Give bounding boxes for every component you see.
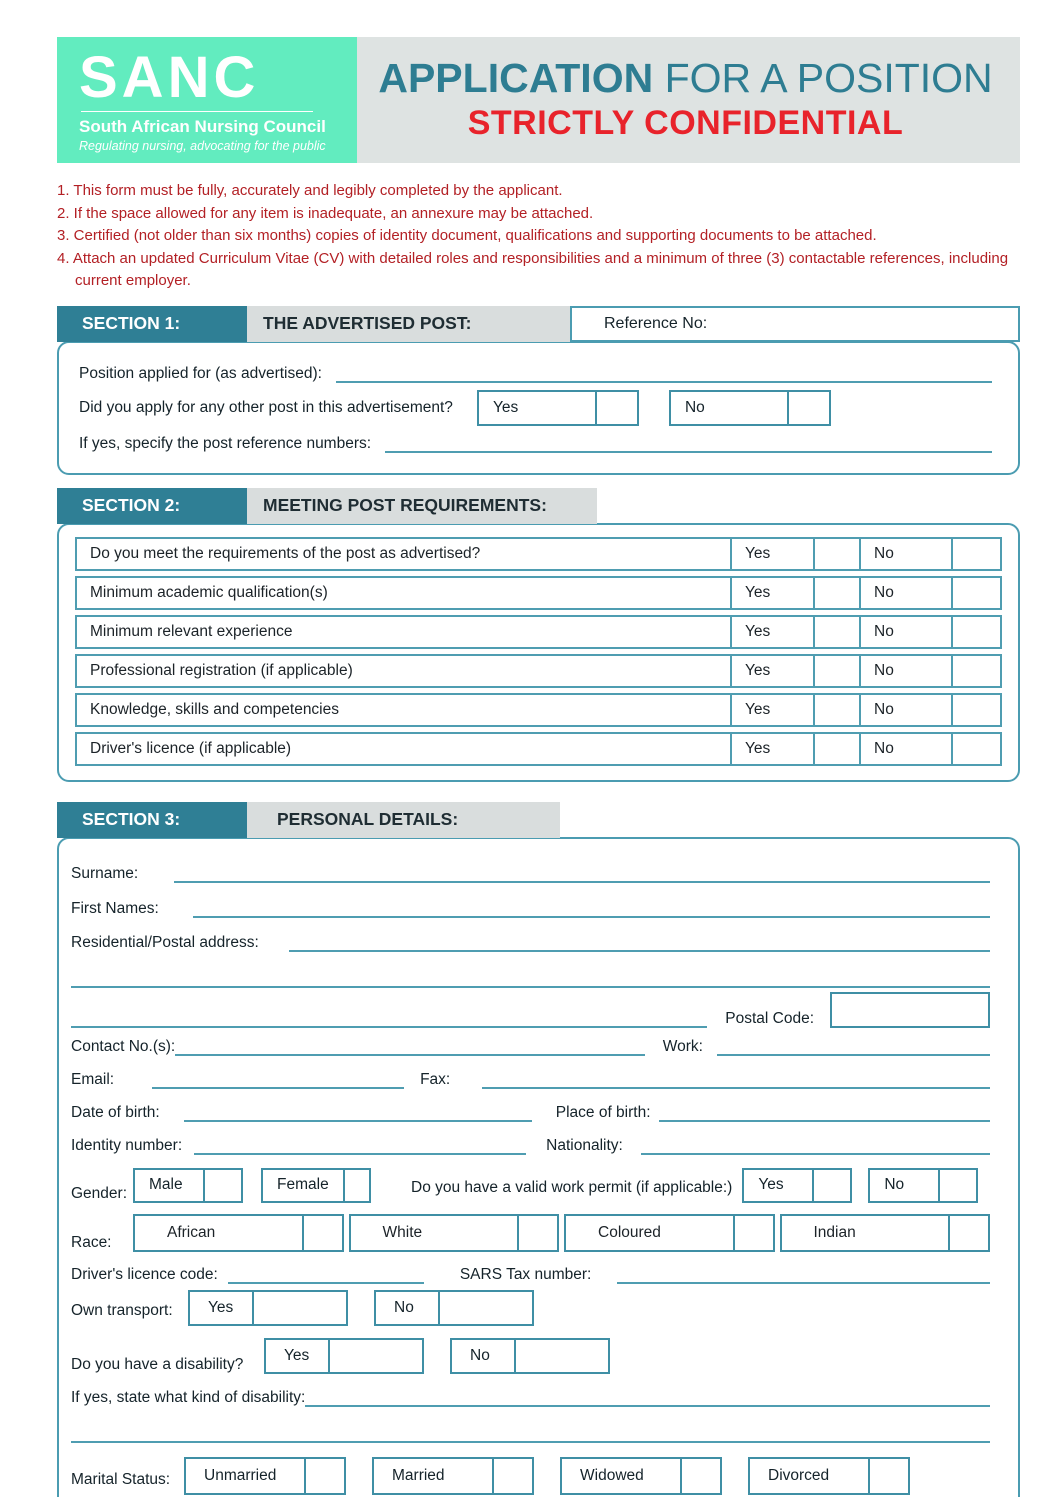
form-title-rest: FOR A POSITION bbox=[653, 54, 993, 101]
disability-detail-row-2 bbox=[71, 1423, 990, 1443]
work-permit-no-checkbox[interactable] bbox=[940, 1170, 976, 1201]
address-row-2 bbox=[71, 968, 990, 988]
other-post-yes-box[interactable] bbox=[477, 390, 639, 426]
requirement-no-checkbox[interactable] bbox=[951, 539, 1000, 569]
requirement-question: Do you meet the requirements of the post as advertised? bbox=[90, 544, 481, 562]
own-transport-no-label: No bbox=[376, 1292, 440, 1324]
position-applied-label: Position applied for (as advertised): bbox=[79, 364, 322, 382]
section-3 bbox=[57, 802, 1020, 1497]
section-3-title: PERSONAL DETAILS: bbox=[247, 802, 560, 838]
sanc-logo bbox=[57, 37, 357, 163]
requirement-row bbox=[75, 732, 1002, 766]
section-3-label: SECTION 3: bbox=[57, 802, 247, 838]
form-title-strong: APPLICATION bbox=[378, 54, 654, 101]
requirement-row bbox=[75, 654, 1002, 688]
pob-label: Place of birth: bbox=[555, 1103, 651, 1121]
contact-row bbox=[71, 1036, 990, 1056]
reference-no-label: Reference No: bbox=[604, 314, 708, 332]
surname-input[interactable] bbox=[174, 863, 990, 883]
disability-no-box[interactable] bbox=[450, 1338, 610, 1374]
requirement-no-label: No bbox=[859, 578, 951, 608]
form-title-block bbox=[357, 37, 1020, 163]
fax-input[interactable] bbox=[482, 1069, 990, 1089]
marital-label: Marital Status: bbox=[71, 1470, 171, 1488]
marital-unmarried-label: Unmarried bbox=[186, 1459, 306, 1493]
requirement-yes-checkbox[interactable] bbox=[813, 734, 859, 764]
reference-no-field[interactable] bbox=[570, 306, 1020, 342]
marital-divorced-label: Divorced bbox=[750, 1459, 870, 1493]
section-2-label: SECTION 2: bbox=[57, 488, 247, 524]
race-african-label: African bbox=[167, 1223, 216, 1241]
gender-label: Gender: bbox=[71, 1184, 128, 1202]
requirement-question: Minimum academic qualification(s) bbox=[90, 583, 328, 601]
postal-code-label: Postal Code: bbox=[725, 1009, 814, 1027]
disability-detail-input-2[interactable] bbox=[71, 1423, 990, 1443]
identity-row bbox=[71, 1135, 990, 1155]
instruction-3: 3. Certified (not older than six months) copies of identity document, qualifications and supporting documents to be attached. bbox=[57, 227, 877, 244]
work-permit-question: Do you have a valid work permit (if applicable:) bbox=[411, 1178, 733, 1196]
form-title bbox=[378, 54, 993, 101]
marital-widowed-label: Widowed bbox=[562, 1459, 682, 1493]
disability-detail-row bbox=[71, 1387, 990, 1407]
gender-male-box[interactable] bbox=[133, 1168, 243, 1203]
requirement-no-label: No bbox=[859, 539, 951, 569]
own-transport-yes-checkbox[interactable] bbox=[254, 1292, 346, 1324]
disability-yes-checkbox[interactable] bbox=[330, 1340, 422, 1372]
postal-code-input[interactable] bbox=[830, 992, 990, 1028]
licence-input[interactable] bbox=[228, 1264, 424, 1284]
if-yes-label: If yes, specify the post reference numbers: bbox=[79, 434, 372, 452]
gender-male-checkbox[interactable] bbox=[205, 1170, 241, 1201]
nationality-label: Nationality: bbox=[546, 1136, 623, 1154]
address-input[interactable] bbox=[289, 932, 990, 952]
marital-married-box[interactable] bbox=[372, 1457, 534, 1495]
dob-row bbox=[71, 1102, 990, 1122]
logo-divider bbox=[81, 111, 313, 112]
address-label: Residential/Postal address: bbox=[71, 933, 259, 951]
disability-no-checkbox[interactable] bbox=[516, 1340, 608, 1372]
sars-label: SARS Tax number: bbox=[459, 1265, 592, 1283]
nationality-input[interactable] bbox=[641, 1135, 990, 1155]
race-indian-label: Indian bbox=[813, 1223, 856, 1241]
marital-row bbox=[71, 1457, 990, 1495]
work-permit-no-label: No bbox=[870, 1170, 940, 1201]
requirement-yes-checkbox[interactable] bbox=[813, 695, 859, 725]
first-names-label: First Names: bbox=[71, 899, 159, 917]
if-yes-input[interactable] bbox=[385, 433, 992, 453]
disability-row bbox=[71, 1338, 990, 1374]
fax-label: Fax: bbox=[420, 1070, 451, 1088]
marital-married-label: Married bbox=[374, 1459, 494, 1493]
work-input[interactable] bbox=[717, 1036, 990, 1056]
requirement-no-checkbox[interactable] bbox=[951, 578, 1000, 608]
requirement-yes-checkbox[interactable] bbox=[813, 539, 859, 569]
race-white-label: White bbox=[382, 1223, 423, 1241]
requirement-question: Driver's licence (if applicable) bbox=[90, 739, 292, 757]
requirement-no-label: No bbox=[859, 695, 951, 725]
section-1-title: THE ADVERTISED POST: bbox=[247, 306, 570, 342]
surname-label: Surname: bbox=[71, 864, 139, 882]
if-yes-row bbox=[79, 433, 992, 453]
licence-label: Driver's licence code: bbox=[71, 1265, 218, 1283]
race-label: Race: bbox=[71, 1233, 112, 1251]
section-1-body bbox=[57, 341, 1020, 475]
logo-tagline: Regulating nursing, advocating for the public bbox=[79, 139, 326, 153]
marital-widowed-checkbox[interactable] bbox=[682, 1459, 720, 1493]
work-permit-yes-label: Yes bbox=[744, 1170, 814, 1201]
position-applied-input[interactable] bbox=[336, 363, 992, 383]
race-row bbox=[71, 1214, 990, 1252]
disability-question: Do you have a disability? bbox=[71, 1355, 244, 1373]
work-permit-yes-box[interactable] bbox=[742, 1168, 852, 1203]
other-post-yes-label: Yes bbox=[479, 392, 597, 424]
disability-detail-input[interactable] bbox=[305, 1387, 990, 1407]
instruction-4: 4. Attach an updated Curriculum Vitae (CV) with detailed roles and responsibilities and a minimum of three (3) contactable references, including current employer. bbox=[57, 249, 1009, 289]
contact-label: Contact No.(s): bbox=[71, 1037, 176, 1055]
requirement-yes-label: Yes bbox=[730, 578, 813, 608]
requirement-yes-checkbox[interactable] bbox=[813, 578, 859, 608]
address-input-3[interactable] bbox=[71, 1008, 707, 1028]
requirement-yes-label: Yes bbox=[730, 617, 813, 647]
instruction-2: 2. If the space allowed for any item is inadequate, an annexure may be attached. bbox=[57, 204, 594, 222]
gender-female-checkbox[interactable] bbox=[345, 1170, 369, 1201]
marital-unmarried-box[interactable] bbox=[184, 1457, 346, 1495]
own-transport-yes-label: Yes bbox=[190, 1292, 254, 1324]
email-label: Email: bbox=[71, 1070, 115, 1088]
marital-divorced-checkbox[interactable] bbox=[870, 1459, 908, 1493]
work-label: Work: bbox=[662, 1037, 703, 1055]
disability-detail-label: If yes, state what kind of disability: bbox=[71, 1388, 306, 1406]
own-transport-row bbox=[71, 1290, 990, 1326]
other-post-no-label: No bbox=[671, 392, 789, 424]
identity-label: Identity number: bbox=[71, 1136, 183, 1154]
requirement-question: Minimum relevant experience bbox=[90, 622, 293, 640]
marital-married-checkbox[interactable] bbox=[494, 1459, 532, 1493]
logo-name: South African Nursing Council bbox=[79, 117, 326, 137]
requirement-row bbox=[75, 615, 1002, 649]
section-1 bbox=[57, 306, 1020, 475]
requirement-yes-label: Yes bbox=[730, 539, 813, 569]
email-input[interactable] bbox=[152, 1069, 404, 1089]
section-3-body bbox=[57, 837, 1020, 1497]
requirement-yes-label: Yes bbox=[730, 734, 813, 764]
race-indian-checkbox[interactable] bbox=[948, 1216, 988, 1250]
requirement-no-checkbox[interactable] bbox=[951, 695, 1000, 725]
other-post-no-checkbox[interactable] bbox=[789, 392, 829, 424]
race-african-checkbox[interactable] bbox=[302, 1216, 342, 1250]
disability-yes-label: Yes bbox=[266, 1340, 330, 1372]
requirement-row bbox=[75, 537, 1002, 571]
race-table bbox=[133, 1214, 990, 1252]
race-white-checkbox[interactable] bbox=[517, 1216, 557, 1250]
disability-no-label: No bbox=[452, 1340, 516, 1372]
licence-row bbox=[71, 1264, 990, 1284]
pob-input[interactable] bbox=[659, 1102, 990, 1122]
requirement-no-checkbox[interactable] bbox=[951, 734, 1000, 764]
section-1-label: SECTION 1: bbox=[57, 306, 247, 342]
requirement-row bbox=[75, 576, 1002, 610]
gender-female-label: Female bbox=[263, 1170, 345, 1201]
identity-input[interactable] bbox=[194, 1135, 526, 1155]
other-post-row bbox=[79, 390, 992, 426]
dob-label: Date of birth: bbox=[71, 1103, 160, 1121]
requirement-row bbox=[75, 693, 1002, 727]
other-post-question: Did you apply for any other post in this advertisement? bbox=[79, 398, 453, 416]
requirement-no-checkbox[interactable] bbox=[951, 617, 1000, 647]
marital-divorced-box[interactable] bbox=[748, 1457, 910, 1495]
other-post-no-box[interactable] bbox=[669, 390, 831, 426]
instruction-1: 1. This form must be fully, accurately and legibly completed by the applicant. bbox=[57, 182, 563, 199]
section-2-body bbox=[57, 523, 1020, 782]
requirement-no-checkbox[interactable] bbox=[951, 656, 1000, 686]
disability-yes-box[interactable] bbox=[264, 1338, 424, 1374]
address-row bbox=[71, 932, 990, 952]
section-1-header bbox=[57, 306, 1020, 342]
masthead bbox=[57, 37, 1020, 163]
race-coloured-box[interactable] bbox=[564, 1214, 775, 1252]
first-names-input[interactable] bbox=[193, 898, 990, 918]
requirement-yes-label: Yes bbox=[730, 695, 813, 725]
gender-row bbox=[71, 1168, 990, 1203]
section-2 bbox=[57, 488, 1020, 782]
postal-code-row bbox=[71, 992, 990, 1028]
marital-unmarried-checkbox[interactable] bbox=[306, 1459, 344, 1493]
first-names-row bbox=[71, 898, 990, 918]
email-row bbox=[71, 1069, 990, 1089]
own-transport-no-box[interactable] bbox=[374, 1290, 534, 1326]
sars-input[interactable] bbox=[617, 1264, 990, 1284]
section-3-header bbox=[57, 802, 1020, 838]
other-post-yes-checkbox[interactable] bbox=[597, 392, 637, 424]
contact-input[interactable] bbox=[175, 1036, 645, 1056]
race-coloured-label: Coloured bbox=[598, 1223, 661, 1241]
requirement-yes-checkbox[interactable] bbox=[813, 617, 859, 647]
gender-female-box[interactable] bbox=[261, 1168, 371, 1203]
requirement-no-label: No bbox=[859, 617, 951, 647]
own-transport-no-checkbox[interactable] bbox=[440, 1292, 532, 1324]
requirement-no-label: No bbox=[859, 734, 951, 764]
confidential-banner: STRICTLY CONFIDENTIAL bbox=[467, 104, 904, 143]
work-permit-yes-checkbox[interactable] bbox=[814, 1170, 850, 1201]
requirement-question: Professional registration (if applicable) bbox=[90, 661, 353, 679]
work-permit-no-box[interactable] bbox=[868, 1168, 978, 1203]
requirement-yes-label: Yes bbox=[730, 656, 813, 686]
surname-row bbox=[71, 863, 990, 883]
position-applied-row bbox=[79, 363, 992, 383]
section-2-header bbox=[57, 488, 1020, 524]
race-coloured-checkbox[interactable] bbox=[733, 1216, 773, 1250]
race-white-box[interactable] bbox=[349, 1214, 560, 1252]
requirement-question: Knowledge, skills and competencies bbox=[90, 700, 339, 718]
dob-input[interactable] bbox=[184, 1102, 532, 1122]
requirement-yes-checkbox[interactable] bbox=[813, 656, 859, 686]
instructions bbox=[57, 180, 1020, 293]
own-transport-label: Own transport: bbox=[71, 1301, 173, 1319]
marital-widowed-box[interactable] bbox=[560, 1457, 722, 1495]
gender-male-label: Male bbox=[135, 1170, 205, 1201]
race-african-box[interactable] bbox=[133, 1214, 344, 1252]
race-indian-box[interactable] bbox=[780, 1214, 991, 1252]
section-2-title: MEETING POST REQUIREMENTS: bbox=[247, 488, 597, 524]
own-transport-yes-box[interactable] bbox=[188, 1290, 348, 1326]
requirement-no-label: No bbox=[859, 656, 951, 686]
address-input-2[interactable] bbox=[71, 968, 990, 988]
logo-acronym: SANC bbox=[79, 45, 260, 110]
